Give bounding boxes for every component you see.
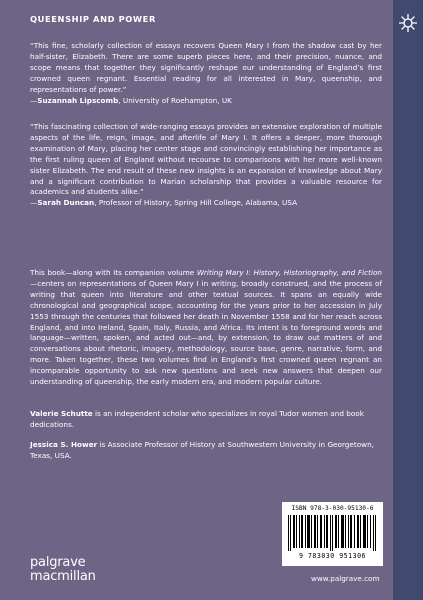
- barcode-bars-icon: [288, 515, 377, 551]
- editor-bio-desc-2: is Associate Professor of History at Southwestern University in Georgetown, Texas, USA.: [30, 440, 374, 460]
- attribution-dash: —: [30, 198, 38, 208]
- review-block-2: [30, 122, 382, 209]
- spine-strip: [393, 0, 423, 600]
- description-block: [30, 268, 382, 388]
- description-text-rest: —centers on representations of Queen Mary I in writing, broadly construed, and the process of writing that queen into literature and other textual sources. It spans an equally wide chronological and geographical scope, accounting for the years prior to her accession in July 1553 through the centuries that followed her death in November 1558 and for her reach across England, and into Ireland, Spain, Italy, Russia, and Africa. Its intent is to foreground words and language—written, spoken, and acted out—and, by extension, to draw out matters of and conversations about rhetoric, imagery, methodology, source base, genre, narrative, form, and more. Taken together, these two volumes find in England’s first crowned queen regnant an incomparable opportunity to ask new questions and seek new answers that deepen our understanding of queenship, the early modern era, and modern popular culture.: [30, 278, 382, 387]
- editor-bio-text-2: [30, 440, 382, 462]
- reviewer-name-1: Suzannah Lipscomb: [37, 95, 119, 105]
- editor-bio-desc-1: is an independent scholar who specializes in royal Tudor women and book dedications.: [30, 409, 364, 429]
- series-title: QUEENSHIP AND POWER: [30, 14, 156, 24]
- reviewer-affiliation-2: , Professor of History, Spring Hill College, Alabama, USA: [94, 198, 298, 208]
- palgrave-logo-icon: [393, 0, 423, 46]
- editor-bio-text-1: [30, 409, 382, 431]
- description-text-start: This book—along with its companion volume: [30, 268, 197, 277]
- review-block-1: [30, 41, 382, 106]
- reviewer-name-2: Sarah Duncan: [37, 198, 95, 208]
- editor-bio-2: [30, 440, 382, 462]
- reviewer-affiliation-1: , University of Roehampton, UK: [118, 95, 232, 105]
- book-description: [30, 268, 382, 388]
- publisher-url[interactable]: www.palgrave.com: [311, 574, 380, 583]
- editor-name-1: Valerie Schutte: [30, 409, 93, 418]
- review-attribution-2: [30, 198, 382, 209]
- review-attribution-1: [30, 96, 382, 107]
- review-quote-1: “This fine, scholarly collection of essays recovers Queen Mary I from the shadow cast by her half-sister, Elizabeth. There are some superb pieces here, and their precision, nuance, and scope means that together they significantly reshape our understanding of England’s first crowned queen regnant. Essential reading for all interested in Mary, queenship, and representations of power.”: [30, 41, 382, 94]
- publisher-line-1: palgrave: [30, 555, 86, 570]
- isbn-label: ISBN 978-3-030-95130-6: [291, 505, 374, 512]
- publisher-line-2: macmillan: [30, 568, 96, 584]
- attribution-dash: —: [30, 95, 38, 105]
- editor-bio-1: [30, 409, 382, 431]
- isbn-barcode: [282, 502, 383, 566]
- editor-name-2: Jessica S. Hower: [30, 440, 98, 449]
- isbn-digits: 9 783030 951306: [298, 552, 367, 560]
- publisher-logo: [30, 556, 96, 583]
- companion-volume-title: Writing Mary I: History, Historiography, and Fiction: [196, 268, 382, 277]
- review-quote-2: “This fascinating collection of wide-ranging essays provides an extensive exploration of multiple aspects of the life, reign, image, and afterlife of Mary I. It offers a deeper, more thorough examination of Mary, placing her center stage and convincingly establishing her importance as the first ruling queen of England without recourse to comparisons with her more well-known sister Elizabeth. The end result of these new insights is an expansion of knowledge about Mary and a significant contribution to Marian scholarship that provides a valuable resource for academics and students alike.”: [30, 122, 382, 197]
